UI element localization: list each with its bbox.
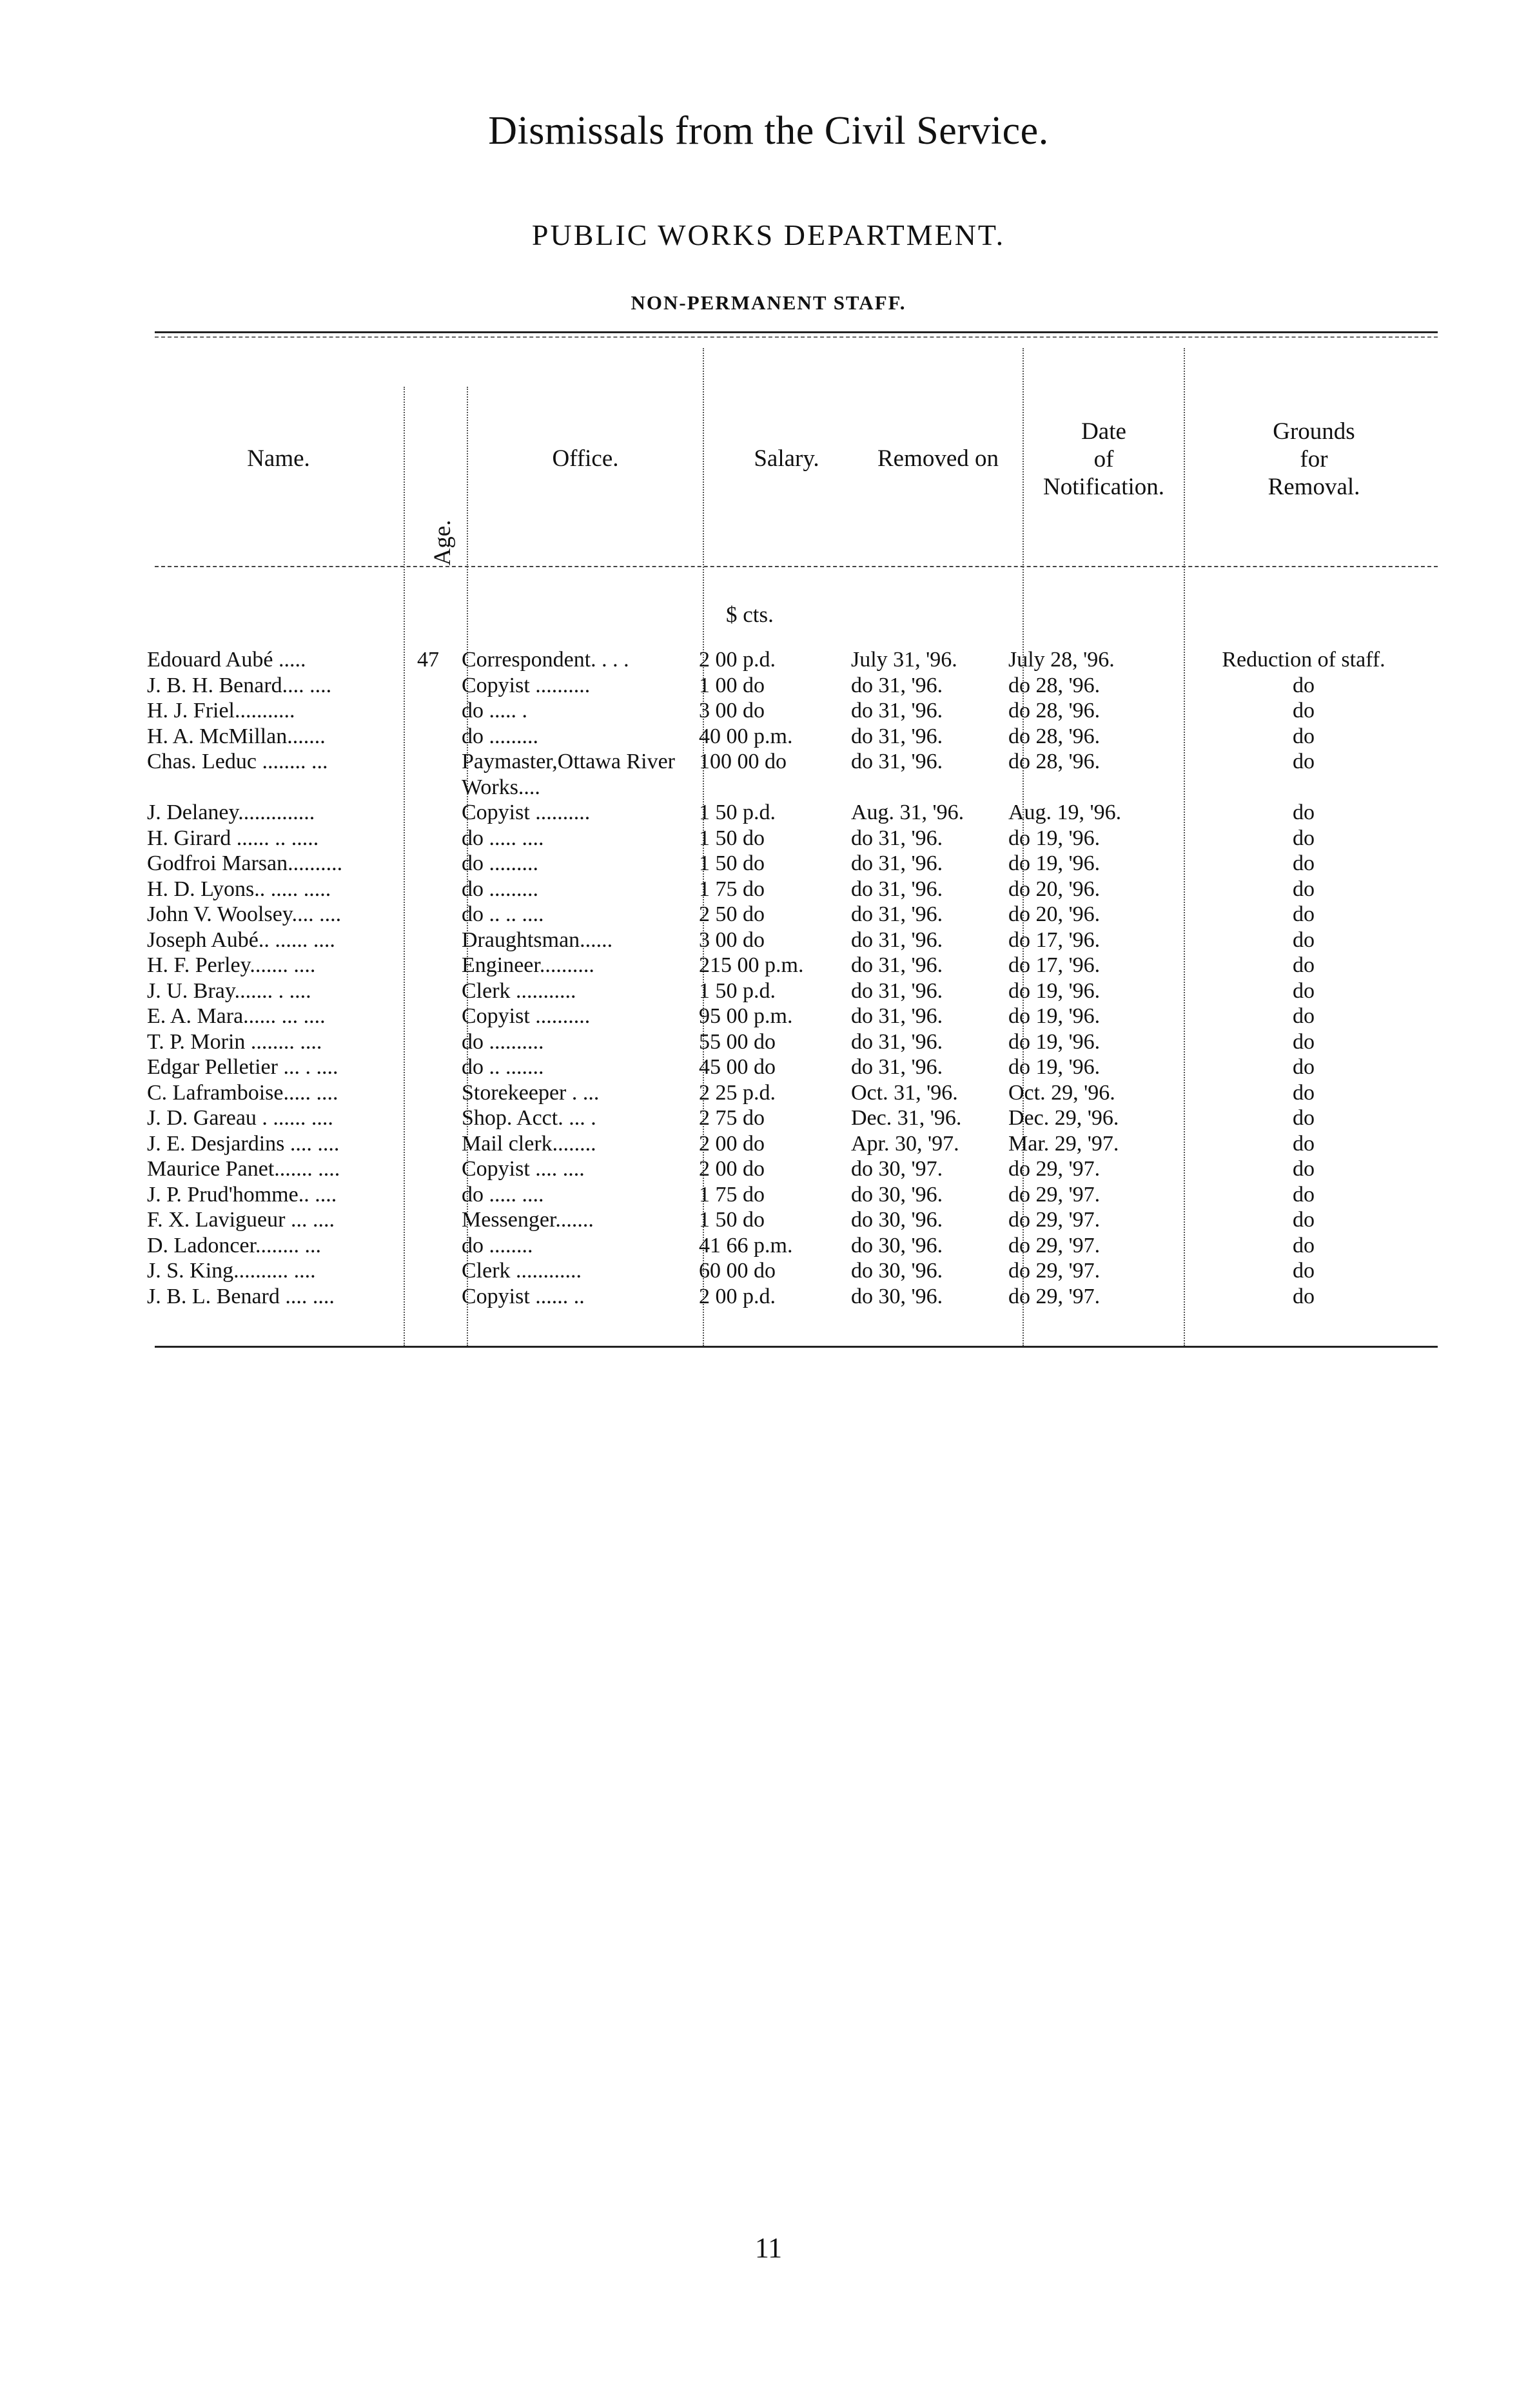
cell-removed: do 31, '96.: [851, 902, 943, 926]
cell-notified: do 19, '96.: [1008, 978, 1101, 1003]
cell-salary: 3 00 do: [699, 927, 765, 952]
cell-name: F. X. Lavigueur ... ....: [147, 1208, 335, 1232]
cell-office: do ..........: [462, 1029, 544, 1054]
cell-age: [395, 749, 462, 800]
cell-grounds: do: [1293, 750, 1315, 773]
table-row: [147, 877, 1442, 902]
cell-salary: 1 00 do: [699, 673, 765, 697]
cell-name: Chas. Leduc ........ ...: [147, 750, 328, 773]
cell-office: Copyist .... ....: [462, 1157, 585, 1181]
cell-removed: July 31, '96.: [851, 648, 957, 672]
table-row: [147, 1182, 1442, 1208]
cell-removed: do 30, '96.: [851, 1284, 943, 1308]
cell-grounds: do: [1293, 1004, 1315, 1028]
cell-age: [395, 1284, 462, 1310]
table-row: [147, 800, 1442, 826]
department-heading: PUBLIC WORKS DEPARTMENT.: [531, 218, 1006, 251]
cell-office: Storekeeper . ...: [462, 1080, 600, 1105]
cell-name: J. P. Prud'homme.. ....: [147, 1182, 337, 1207]
cell-grounds: do: [1293, 851, 1315, 875]
cell-office: do .. .. ....: [462, 902, 544, 926]
cell-grounds: do: [1293, 978, 1315, 1003]
cell-salary: 60 00 do: [699, 1259, 776, 1283]
cell-age: [395, 851, 462, 877]
cell-removed: do 30, '96.: [851, 1259, 943, 1283]
cell-salary: 1 50 do: [699, 1208, 765, 1232]
cell-grounds: do: [1293, 1208, 1315, 1232]
cell-notified: do 20, '96.: [1008, 877, 1101, 901]
cell-name: J. B. H. Benard.... ....: [147, 673, 332, 697]
cell-office: do .........: [462, 724, 538, 748]
cell-removed: do 31, '96.: [851, 1055, 943, 1079]
cell-removed: do 31, '96.: [851, 699, 943, 723]
cell-age: [395, 877, 462, 902]
cell-office: Clerk ...........: [462, 978, 576, 1003]
cell-office: Draughtsman......: [462, 927, 613, 952]
cell-notified: do 29, '97.: [1008, 1233, 1101, 1257]
cell-salary: 2 00 do: [699, 1131, 765, 1156]
dismissals-table: [147, 647, 1442, 1309]
cell-salary: 40 00 p.m.: [699, 724, 793, 748]
cell-office: Copyist ..........: [462, 673, 591, 697]
cell-salary: 2 00 p.d.: [699, 1284, 776, 1308]
cell-notified: do 28, '96.: [1008, 724, 1101, 748]
cell-notified: July 28, '96.: [1008, 648, 1115, 672]
table-row: [147, 1054, 1442, 1080]
cell-grounds: do: [1293, 1259, 1315, 1283]
table-row: [147, 1207, 1442, 1233]
table-row: [147, 902, 1442, 927]
cell-office: Messenger.......: [462, 1208, 594, 1232]
cell-name: J. Delaney..............: [147, 801, 315, 824]
cell-salary: 1 50 do: [699, 851, 765, 875]
cell-name: D. Ladoncer........ ...: [147, 1233, 322, 1257]
cell-grounds: do: [1293, 1080, 1315, 1105]
cell-grounds: do: [1293, 801, 1315, 824]
cell-grounds: do: [1293, 1106, 1315, 1130]
cell-grounds: do: [1293, 1182, 1315, 1207]
header-office: Office.: [552, 445, 619, 472]
cell-name: H. F. Perley....... ....: [147, 953, 316, 977]
cell-office: Engineer..........: [462, 953, 594, 977]
cell-age: [395, 1156, 462, 1182]
cell-name: Edgar Pelletier ... . ....: [147, 1055, 338, 1079]
staff-heading: NON-PERMANENT STAFF.: [631, 291, 906, 314]
table-row: [147, 1105, 1442, 1131]
cell-office: Copyist ...... ..: [462, 1284, 585, 1308]
cell-salary: 1 75 do: [699, 877, 765, 901]
cell-notified: do 19, '96.: [1008, 1004, 1101, 1028]
cell-removed: Aug. 31, '96.: [851, 801, 964, 824]
cell-office: Correspondent. . . .: [462, 648, 629, 672]
cell-salary: 1 50 do: [699, 826, 765, 850]
cell-age: [395, 724, 462, 750]
cell-removed: do 31, '96.: [851, 851, 943, 875]
cell-office: Paymaster,Ottawa River Works....: [462, 750, 675, 799]
table-bottom-rule: [155, 1346, 1438, 1348]
cell-name: E. A. Mara...... ... ....: [147, 1004, 326, 1028]
cell-notified: Oct. 29, '96.: [1008, 1080, 1115, 1105]
cell-grounds: do: [1293, 927, 1315, 952]
cell-office: Copyist ..........: [462, 1004, 591, 1028]
cell-office: do ........: [462, 1233, 533, 1257]
cell-name: John V. Woolsey.... ....: [147, 902, 342, 926]
header-bottom-rule: [155, 566, 1438, 567]
cell-salary: 1 50 p.d.: [699, 978, 776, 1003]
cell-salary: 2 00 do: [699, 1157, 765, 1181]
table-row: [147, 1029, 1442, 1055]
cell-name: H. A. McMillan.......: [147, 724, 326, 748]
cell-removed: do 31, '96.: [851, 953, 943, 977]
cell-notified: do 28, '96.: [1008, 673, 1101, 697]
table-row: [147, 1284, 1442, 1310]
page-number: 11: [754, 2232, 783, 2264]
cell-removed: do 31, '96.: [851, 724, 943, 748]
cell-salary: 41 66 p.m.: [699, 1233, 793, 1257]
cell-office: do ..... ....: [462, 826, 544, 850]
cell-removed: Dec. 31, '96.: [851, 1106, 962, 1130]
cell-notified: do 19, '96.: [1008, 851, 1101, 875]
cell-name: J. B. L. Benard .... ....: [147, 1284, 335, 1308]
cell-grounds: do: [1293, 1157, 1315, 1181]
table-row: [147, 1080, 1442, 1106]
table-row: [147, 1131, 1442, 1157]
cell-age: 47: [417, 648, 439, 672]
table-row: [147, 749, 1442, 800]
cell-age: [395, 800, 462, 826]
cell-age: [395, 1080, 462, 1106]
cell-office: Copyist ..........: [462, 801, 591, 824]
cell-removed: do 31, '96.: [851, 927, 943, 952]
cell-notified: do 20, '96.: [1008, 902, 1101, 926]
cell-removed: do 31, '96.: [851, 673, 943, 697]
cell-name: J. D. Gareau . ...... ....: [147, 1106, 333, 1130]
cell-removed: do 31, '96.: [851, 826, 943, 850]
cell-grounds: do: [1293, 1131, 1315, 1156]
cell-removed: Oct. 31, '96.: [851, 1080, 958, 1105]
cell-office: do ..... ....: [462, 1182, 544, 1207]
cell-office: Clerk ............: [462, 1259, 582, 1283]
cell-age: [395, 698, 462, 724]
cell-age: [395, 1182, 462, 1208]
header-name: Name.: [247, 445, 310, 472]
page-title: Dismissals from the Civil Service.: [488, 109, 1049, 153]
table-row: [147, 1156, 1442, 1182]
cell-removed: do 30, '96.: [851, 1233, 943, 1257]
cell-office: do ..... .: [462, 699, 527, 723]
header-salary: Salary.: [754, 445, 819, 472]
table-row: [147, 953, 1442, 978]
header-age: Age.: [429, 519, 456, 566]
cell-notified: do 29, '97.: [1008, 1259, 1101, 1283]
cell-notified: do 29, '97.: [1008, 1208, 1101, 1232]
cell-office: Shop. Acct. ... .: [462, 1106, 596, 1130]
cell-age: [395, 1233, 462, 1259]
table-row: [147, 698, 1442, 724]
cell-removed: do 30, '96.: [851, 1208, 943, 1232]
cell-office: do .........: [462, 877, 538, 901]
cell-name: H. Girard ...... .. .....: [147, 826, 319, 850]
table-row: [147, 1233, 1442, 1259]
cell-grounds: do: [1293, 1029, 1315, 1054]
cell-notified: do 28, '96.: [1008, 750, 1101, 773]
cell-age: [395, 1029, 462, 1055]
cell-grounds: do: [1293, 902, 1315, 926]
cell-age: [395, 953, 462, 978]
cell-age: [395, 826, 462, 851]
cell-salary: 2 75 do: [699, 1106, 765, 1130]
cell-removed: do 31, '96.: [851, 750, 943, 773]
table-row: [147, 1258, 1442, 1284]
cell-salary: 1 50 p.d.: [699, 801, 776, 824]
cell-grounds: do: [1293, 953, 1315, 977]
cell-age: [395, 1105, 462, 1131]
header-notification: Date of Notification.: [1043, 418, 1165, 500]
table-row: [147, 851, 1442, 877]
cell-notified: do 17, '96.: [1008, 927, 1101, 952]
cell-salary: 215 00 p.m.: [699, 953, 804, 977]
cell-name: J. U. Bray....... . ....: [147, 978, 311, 1003]
cell-removed: do 30, '97.: [851, 1157, 943, 1181]
cell-notified: do 19, '96.: [1008, 1055, 1101, 1079]
table-row: [147, 978, 1442, 1004]
table-row: [147, 927, 1442, 953]
cell-removed: do 31, '96.: [851, 877, 943, 901]
cell-notified: do 19, '96.: [1008, 826, 1101, 850]
cell-age: [395, 1131, 462, 1157]
cell-salary: 1 75 do: [699, 1182, 765, 1207]
cell-grounds: do: [1293, 877, 1315, 901]
cell-age: [395, 673, 462, 699]
cell-notified: do 28, '96.: [1008, 699, 1101, 723]
cell-name: J. E. Desjardins .... ....: [147, 1131, 340, 1156]
cell-name: H. J. Friel...........: [147, 699, 295, 723]
cell-age: [395, 902, 462, 927]
table-top-rule-thin: [155, 336, 1438, 338]
cell-grounds: do: [1293, 1284, 1315, 1308]
cell-notified: Mar. 29, '97.: [1008, 1131, 1119, 1156]
cell-salary: 2 00 p.d.: [699, 648, 776, 672]
cell-notified: Aug. 19, '96.: [1008, 801, 1122, 824]
cell-name: J. S. King.......... ....: [147, 1259, 316, 1283]
table-row: [147, 673, 1442, 699]
cell-name: H. D. Lyons.. ..... .....: [147, 877, 331, 901]
cell-name: T. P. Morin ........ ....: [147, 1029, 322, 1054]
cell-name: C. Laframboise..... ....: [147, 1080, 338, 1105]
cell-age: [395, 1258, 462, 1284]
cell-name: Joseph Aubé.. ...... ....: [147, 927, 335, 952]
cell-salary: 45 00 do: [699, 1055, 776, 1079]
cell-salary: 2 50 do: [699, 902, 765, 926]
cell-grounds: do: [1293, 699, 1315, 723]
cell-removed: do 31, '96.: [851, 1029, 943, 1054]
cell-removed: do 31, '96.: [851, 978, 943, 1003]
cell-removed: do 31, '96.: [851, 1004, 943, 1028]
cell-age: [395, 1054, 462, 1080]
table-row: [147, 1004, 1442, 1029]
cell-age: [395, 927, 462, 953]
salary-unit: $ cts.: [726, 602, 774, 627]
cell-salary: 100 00 do: [699, 750, 787, 773]
cell-grounds: Reduction of staff.: [1222, 648, 1385, 672]
cell-name: Maurice Panet....... ....: [147, 1157, 340, 1181]
cell-salary: 2 25 p.d.: [699, 1080, 776, 1105]
cell-age: [395, 1004, 462, 1029]
cell-removed: do 30, '96.: [851, 1182, 943, 1207]
cell-grounds: do: [1293, 826, 1315, 850]
cell-salary: 95 00 p.m.: [699, 1004, 793, 1028]
cell-notified: do 29, '97.: [1008, 1157, 1101, 1181]
cell-notified: do 29, '97.: [1008, 1182, 1101, 1207]
cell-salary: 55 00 do: [699, 1029, 776, 1054]
cell-office: do .........: [462, 851, 538, 875]
cell-name: Godfroi Marsan..........: [147, 851, 343, 875]
cell-grounds: do: [1293, 724, 1315, 748]
table-top-rule: [155, 331, 1438, 333]
header-removed-on: Removed on: [877, 445, 999, 472]
table-row: [147, 724, 1442, 750]
cell-removed: Apr. 30, '97.: [851, 1131, 959, 1156]
table-row: [147, 647, 1442, 673]
cell-grounds: do: [1293, 1055, 1315, 1079]
cell-age: [395, 1207, 462, 1233]
table-row: [147, 826, 1442, 851]
cell-salary: 3 00 do: [699, 699, 765, 723]
header-grounds: Grounds for Removal.: [1268, 418, 1360, 500]
cell-notified: do 19, '96.: [1008, 1029, 1101, 1054]
cell-notified: do 29, '97.: [1008, 1284, 1101, 1308]
cell-age: [395, 978, 462, 1004]
cell-office: Mail clerk........: [462, 1131, 596, 1156]
cell-name: Edouard Aubé .....: [147, 648, 306, 672]
cell-grounds: do: [1293, 673, 1315, 697]
cell-notified: do 17, '96.: [1008, 953, 1101, 977]
cell-office: do .. .......: [462, 1055, 544, 1079]
cell-grounds: do: [1293, 1233, 1315, 1257]
cell-notified: Dec. 29, '96.: [1008, 1106, 1119, 1130]
